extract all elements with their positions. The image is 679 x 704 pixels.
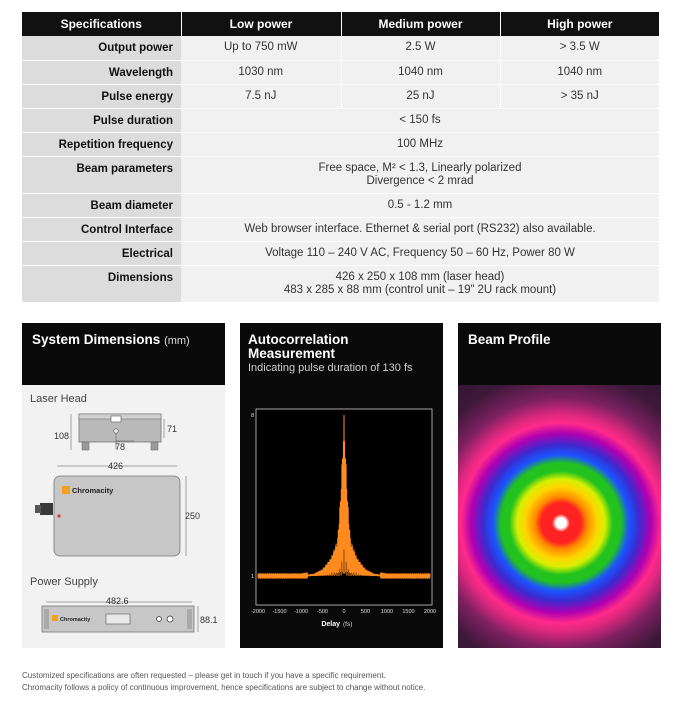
dim-depth-250: 250 <box>185 511 201 521</box>
autocorrelation-title-line1: Autocorrelation <box>248 332 349 347</box>
table-row <box>22 84 659 108</box>
cell-value: 100 MHz <box>181 132 659 156</box>
header-high-power: High power <box>500 12 659 36</box>
table-row <box>22 241 659 265</box>
row-label: Dimensions <box>22 265 181 302</box>
cell-value: < 150 fs <box>181 108 659 132</box>
footer-note-2: Chromacity follows a policy of continuous improvement, hence specifications are subject to change without notice. <box>22 683 426 692</box>
beam-profile-image <box>458 385 661 648</box>
table-row <box>22 60 659 84</box>
cell-line: 426 x 250 x 108 mm (laser head) <box>335 270 505 283</box>
cell-value: Web browser interface. Ethernet & serial port (RS232) also available. <box>181 217 659 241</box>
row-label: Control Interface <box>22 217 181 241</box>
cell-value: Up to 750 mW <box>181 36 341 60</box>
table-row <box>22 108 659 132</box>
table-row <box>22 36 659 60</box>
cell-value: Voltage 110 – 240 V AC, Frequency 50 – 60 Hz, Power 80 W <box>181 241 659 265</box>
x-tick-label: 1500 <box>402 609 415 615</box>
system-dimensions-unit: (mm) <box>164 335 190 347</box>
y-tick-label: 1 <box>250 574 254 580</box>
x-axis-unit: (fs) <box>343 621 353 628</box>
cell-value <box>181 156 659 193</box>
cell-value: 7.5 nJ <box>181 84 341 108</box>
cell-line: Divergence < 2 mrad <box>366 174 474 187</box>
row-label: Repetition frequency <box>22 132 181 156</box>
table-row <box>22 265 659 302</box>
header-low-power: Low power <box>181 12 341 36</box>
brand-text: Chromacity <box>72 486 114 495</box>
dim-ps-height: 88.1 <box>200 615 218 625</box>
ps-logo-icon <box>52 615 58 621</box>
row-label: Beam diameter <box>22 193 181 217</box>
x-tick-label: 500 <box>360 609 371 615</box>
x-tick-label: -1000 <box>293 609 309 615</box>
cell-line: 483 x 285 x 88 mm (control unit – 19” 2U rack mount) <box>283 283 557 296</box>
row-label: Output power <box>22 36 181 60</box>
cell-value: 2.5 W <box>341 36 500 60</box>
dimension-drawings <box>22 323 225 648</box>
x-tick-label: 2000 <box>423 609 437 615</box>
dim-height-108: 108 <box>54 431 70 441</box>
x-tick-labels <box>251 609 436 615</box>
table-row <box>22 156 659 193</box>
table-header-row <box>22 12 659 36</box>
cell-value: 25 nJ <box>341 84 500 108</box>
row-label: Beam parameters <box>22 156 181 193</box>
x-tick-label: -1500 <box>272 609 287 615</box>
header-specifications: Specifications <box>22 12 181 36</box>
footer-note-1: Customized specifications are often requested – please get in touch if you have a specific requirement. <box>22 671 386 680</box>
dim-offset-71: 71 <box>167 424 178 434</box>
system-dimensions-title: System Dimensions <box>32 332 161 347</box>
table-row <box>22 193 659 217</box>
autocorrelation-title-line2: Measurement <box>248 346 336 361</box>
chromacity-logo-icon <box>62 486 70 494</box>
y-tick-label: 8 <box>250 413 254 419</box>
laser-head-label: Laser Head <box>30 393 87 405</box>
cell-value: > 3.5 W <box>500 36 659 60</box>
cell-line: Free space, M² < 1.3, Linearly polarized <box>318 161 522 174</box>
cell-value: 0.5 - 1.2 mm <box>181 193 659 217</box>
header-medium-power: Medium power <box>341 12 500 36</box>
table-row <box>22 132 659 156</box>
row-label: Pulse duration <box>22 108 181 132</box>
y-tick-labels <box>251 413 254 580</box>
dim-ps-width: 482.6 <box>106 596 129 606</box>
x-tick-label: -500 <box>316 609 329 615</box>
cell-value: 1030 nm <box>181 60 341 84</box>
x-tick-label: 1000 <box>380 609 394 615</box>
autocorrelation-chart <box>240 323 443 648</box>
row-label: Pulse energy <box>22 84 181 108</box>
ps-brand-text: Chromacity <box>60 617 91 623</box>
beam-profile-panel <box>458 323 661 648</box>
x-tick-label: -2000 <box>250 609 266 615</box>
cell-value: > 35 nJ <box>500 84 659 108</box>
dim-center-78: 78 <box>115 442 126 452</box>
dim-width-426: 426 <box>108 461 124 471</box>
power-supply-label: Power Supply <box>30 576 98 588</box>
row-label: Wavelength <box>22 60 181 84</box>
cell-value <box>181 265 659 302</box>
x-tick-label: 0 <box>342 609 346 615</box>
beam-profile-title: Beam Profile <box>468 332 551 347</box>
system-dimensions-panel <box>22 323 225 648</box>
row-label: Electrical <box>22 241 181 265</box>
laser-head-top-view <box>35 466 186 556</box>
x-axis-label: Delay <box>321 621 340 628</box>
specifications-table <box>22 12 659 303</box>
cell-value: 1040 nm <box>341 60 500 84</box>
table-row <box>22 217 659 241</box>
autocorrelation-subtitle: Indicating pulse duration of 130 fs <box>248 362 413 374</box>
cell-value: 1040 nm <box>500 60 659 84</box>
autocorrelation-panel <box>240 323 443 648</box>
